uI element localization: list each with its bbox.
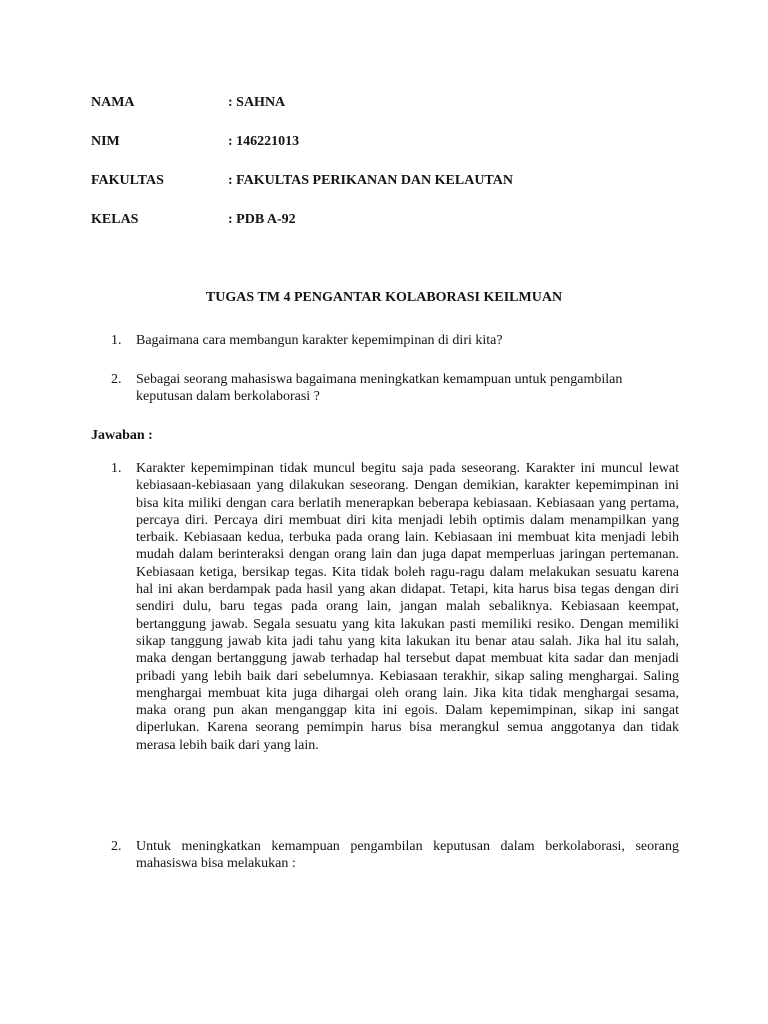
identity-value: : FAKULTAS PERIKANAN DAN KELAUTAN [228, 173, 513, 188]
student-identity [91, 93, 651, 249]
answer-item [111, 838, 679, 873]
question-list [111, 332, 681, 427]
question-text: Sebagai seorang mahasiswa bagaimana meningkatkan kemampuan untuk pengambilan keputusan dalam berkolaborasi ? [136, 372, 623, 404]
identity-label: FAKULTAS [91, 173, 164, 188]
identity-value: : SAHNA [228, 95, 286, 110]
identity-value: : 146221013 [228, 134, 300, 149]
answer-item [111, 460, 679, 754]
answers-heading: Jawaban : [91, 428, 153, 443]
question-item [111, 332, 681, 349]
answer-number: 2. [111, 839, 122, 854]
task-title: TUGAS TM 4 PENGANTAR KOLABORASI KEILMUAN [205, 290, 563, 305]
identity-value: : PDB A-92 [228, 212, 296, 227]
identity-label: KELAS [91, 212, 139, 227]
question-number: 1. [111, 333, 122, 348]
question-item [111, 371, 681, 405]
identity-label: NIM [91, 134, 120, 149]
identity-row-nama [91, 93, 651, 113]
identity-label: NAMA [91, 95, 135, 110]
identity-row-nim [91, 132, 651, 152]
question-number: 2. [111, 372, 122, 387]
answer-text: Karakter kepemimpinan tidak muncul begitu saja pada seseorang. Karakter ini muncul lewat kebiasaan-kebiasaan yang dilakukan seseorang. Dengan demikian, karakter kepemimpinan ini bisa kita miliki dengan cara berlatih menerapkan beberapa kebiasaan. Kebiasaan yang pertama, percaya diri. Percaya diri membuat diri kita menjadi lebih optimis dalam menampilkan yang terbaik. Kebiasaan kedua, terbuka pada orang lain. Kebiasaan ini membuat kita menjadi lebih mudah dalam berinteraksi dengan orang lain dan juga dapat memperluas jaringan pertemanan. Kebiasaan ketiga, bersikap tegas. Kita tidak boleh ragu-ragu dalam melakukan sesuatu karena hal ini akan berdampak pada hasil yang akan didapat. Tetapi, kita harus bisa tegas dengan diri sendiri dulu, baru tegas pada orang lain, jangan malah sebaliknya. Kebiasaan keempat, bertanggung jawab. Segala sesuatu yang kita lakukan pasti memiliki resiko. Dengan memiliki sikap tanggung jawab kita jadi tahu yang kita lakukan itu benar atau salah. Jika hal itu salah, maka dengan bertanggung jawab terhadap hal tersebut dapat membuat kita sadar dan menjadi pribadi yang lebih baik dari sebelumnya. Kebiasaan terakhir, sikap saling menghargai. Saling menghargai membuat kita juga dihargai oleh orang lain. Jika kita tidak menghargai sesama, maka orang pun akan menganggap kita ini egois. Dalam kepemimpinan, sikap ini sangat diperlukan. Karena seorang pemimpin harus bisa merangkul semua anggotanya dan tidak merasa lebih baik dari yang lain. [136, 461, 679, 753]
answer-number: 1. [111, 461, 122, 476]
question-text: Bagaimana cara membangun karakter kepemimpinan di diri kita? [136, 333, 503, 348]
identity-row-kelas [91, 210, 651, 230]
answer-text: Untuk meningkatkan kemampuan pengambilan keputusan dalam berkolaborasi, seorang mahasiswa bisa melakukan : [136, 839, 679, 872]
identity-row-fakultas [91, 171, 651, 191]
